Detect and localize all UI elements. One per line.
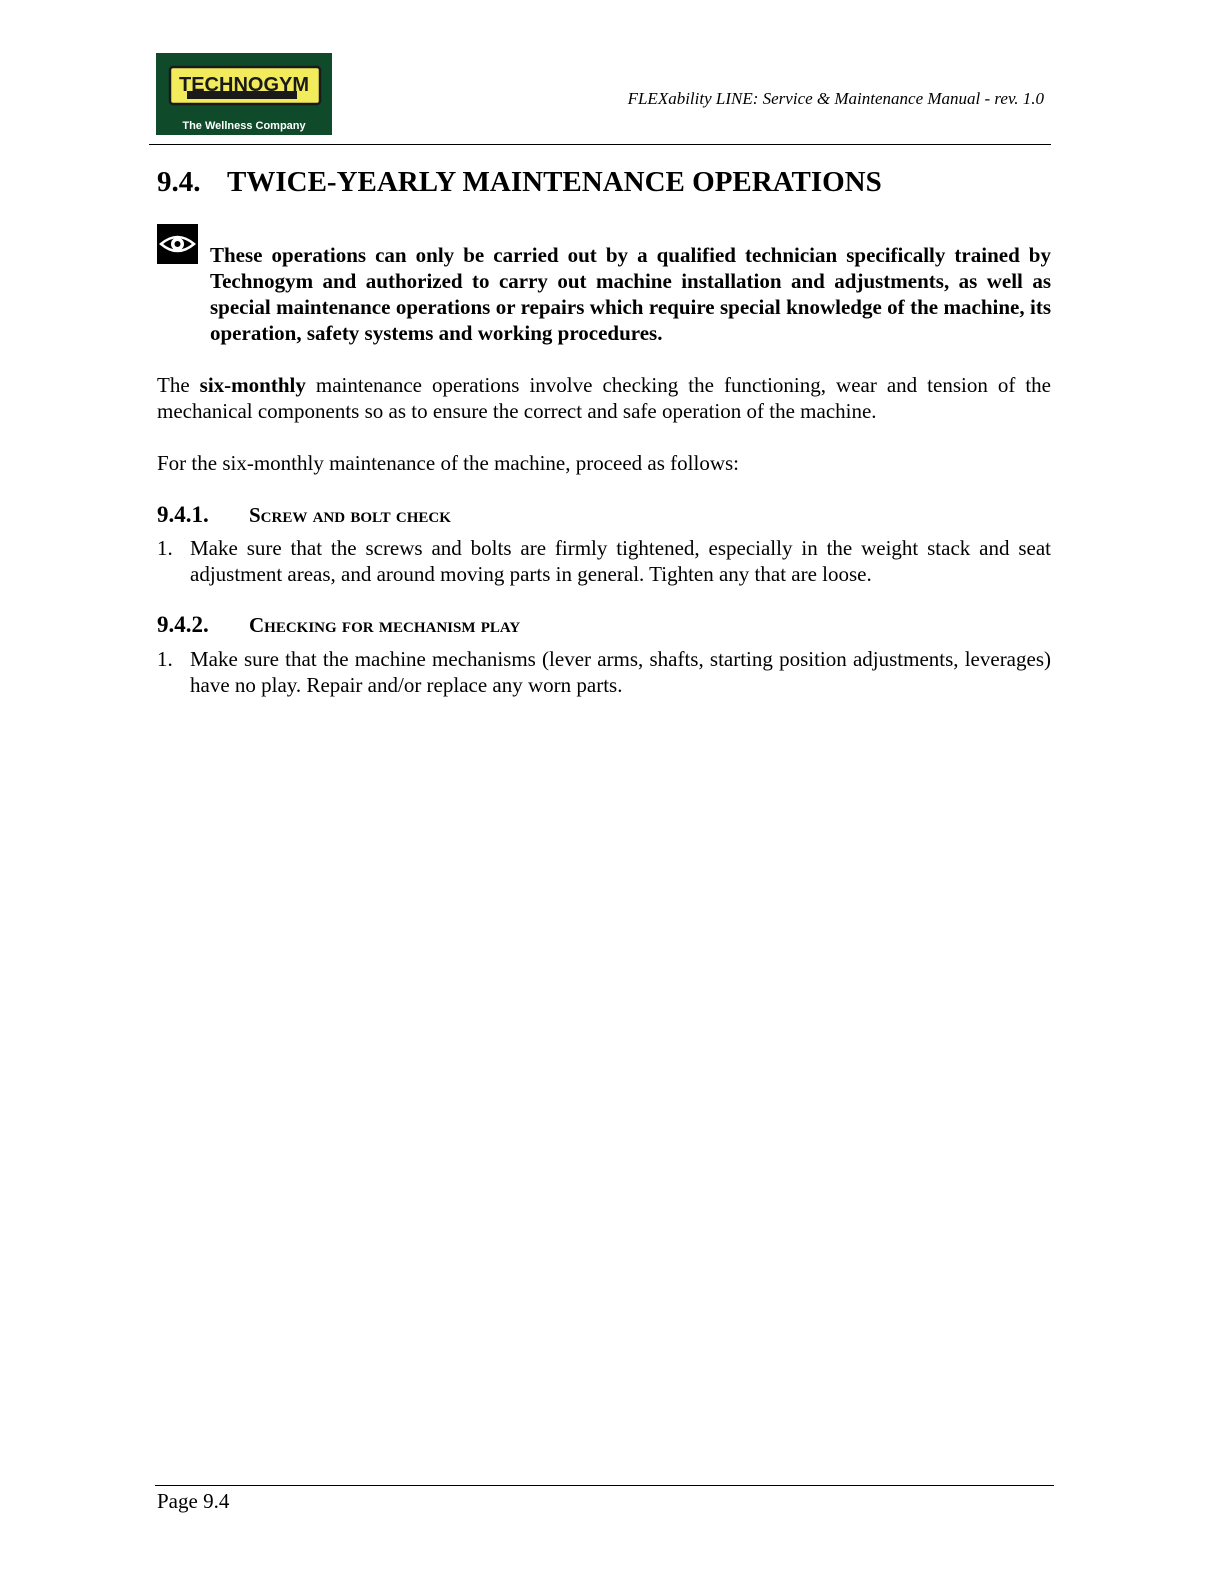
subsection-heading-mechanism-play: [157, 612, 520, 639]
logo-tagline-text: The Wellness Company: [182, 120, 306, 132]
subsection-title: Screw and bolt check: [249, 503, 451, 527]
header-divider: [149, 144, 1051, 145]
list-item: [157, 535, 1051, 587]
logo-brand-text: TECHNOGYM: [179, 74, 309, 96]
list-item-number: 1.: [157, 647, 173, 671]
subsection-heading-screw-bolt: [157, 502, 451, 529]
section-title-text: TWICE-YEARLY MAINTENANCE OPERATIONS: [227, 166, 882, 198]
list-item-number: 1.: [157, 536, 173, 560]
intro-paragraph: [157, 372, 1051, 424]
list-item: [157, 646, 1051, 698]
intro-emphasis: six-monthly: [199, 373, 306, 397]
safety-warning: These operations can only be carried out by a qualified technician specifically trained by Technogym and authorized to carry out machine installation and adjustments, as well as special maintenance operations or repairs which require special knowledge of the machine, its operation, safety systems and working procedures.: [210, 243, 1051, 345]
footer-divider: [155, 1485, 1054, 1486]
intro-prefix: The: [157, 373, 200, 397]
proceed-paragraph: For the six-monthly maintenance of the machine, proceed as follows:: [157, 451, 740, 475]
list-item-text: Make sure that the machine mechanisms (lever arms, shafts, starting position adjustments, leverages) have no play. Repair and/or replace any worn parts.: [190, 647, 1051, 697]
manual-title: FLEXability LINE: Service & Maintenance Manual - rev. 1.0: [627, 89, 1044, 108]
intro-suffix: maintenance operations involve checking the functioning, wear and tension of the mechanical components so as to ensure the correct and safe operation of the machine.: [157, 373, 1051, 423]
technogym-logo: [156, 53, 332, 135]
page-number: Page 9.4: [157, 1489, 230, 1513]
list-item-text: Make sure that the screws and bolts are firmly tightened, especially in the weight stack and seat adjustment areas, and around moving parts in general. Tighten any that are loose.: [190, 536, 1051, 586]
eye-icon: [157, 224, 198, 264]
section-number: 9.4.: [157, 166, 201, 198]
section-title: [157, 166, 882, 199]
subsection-number: 9.4.1.: [157, 502, 209, 527]
subsection-title: Checking for mechanism play: [249, 613, 521, 637]
subsection-number: 9.4.2.: [157, 612, 209, 637]
